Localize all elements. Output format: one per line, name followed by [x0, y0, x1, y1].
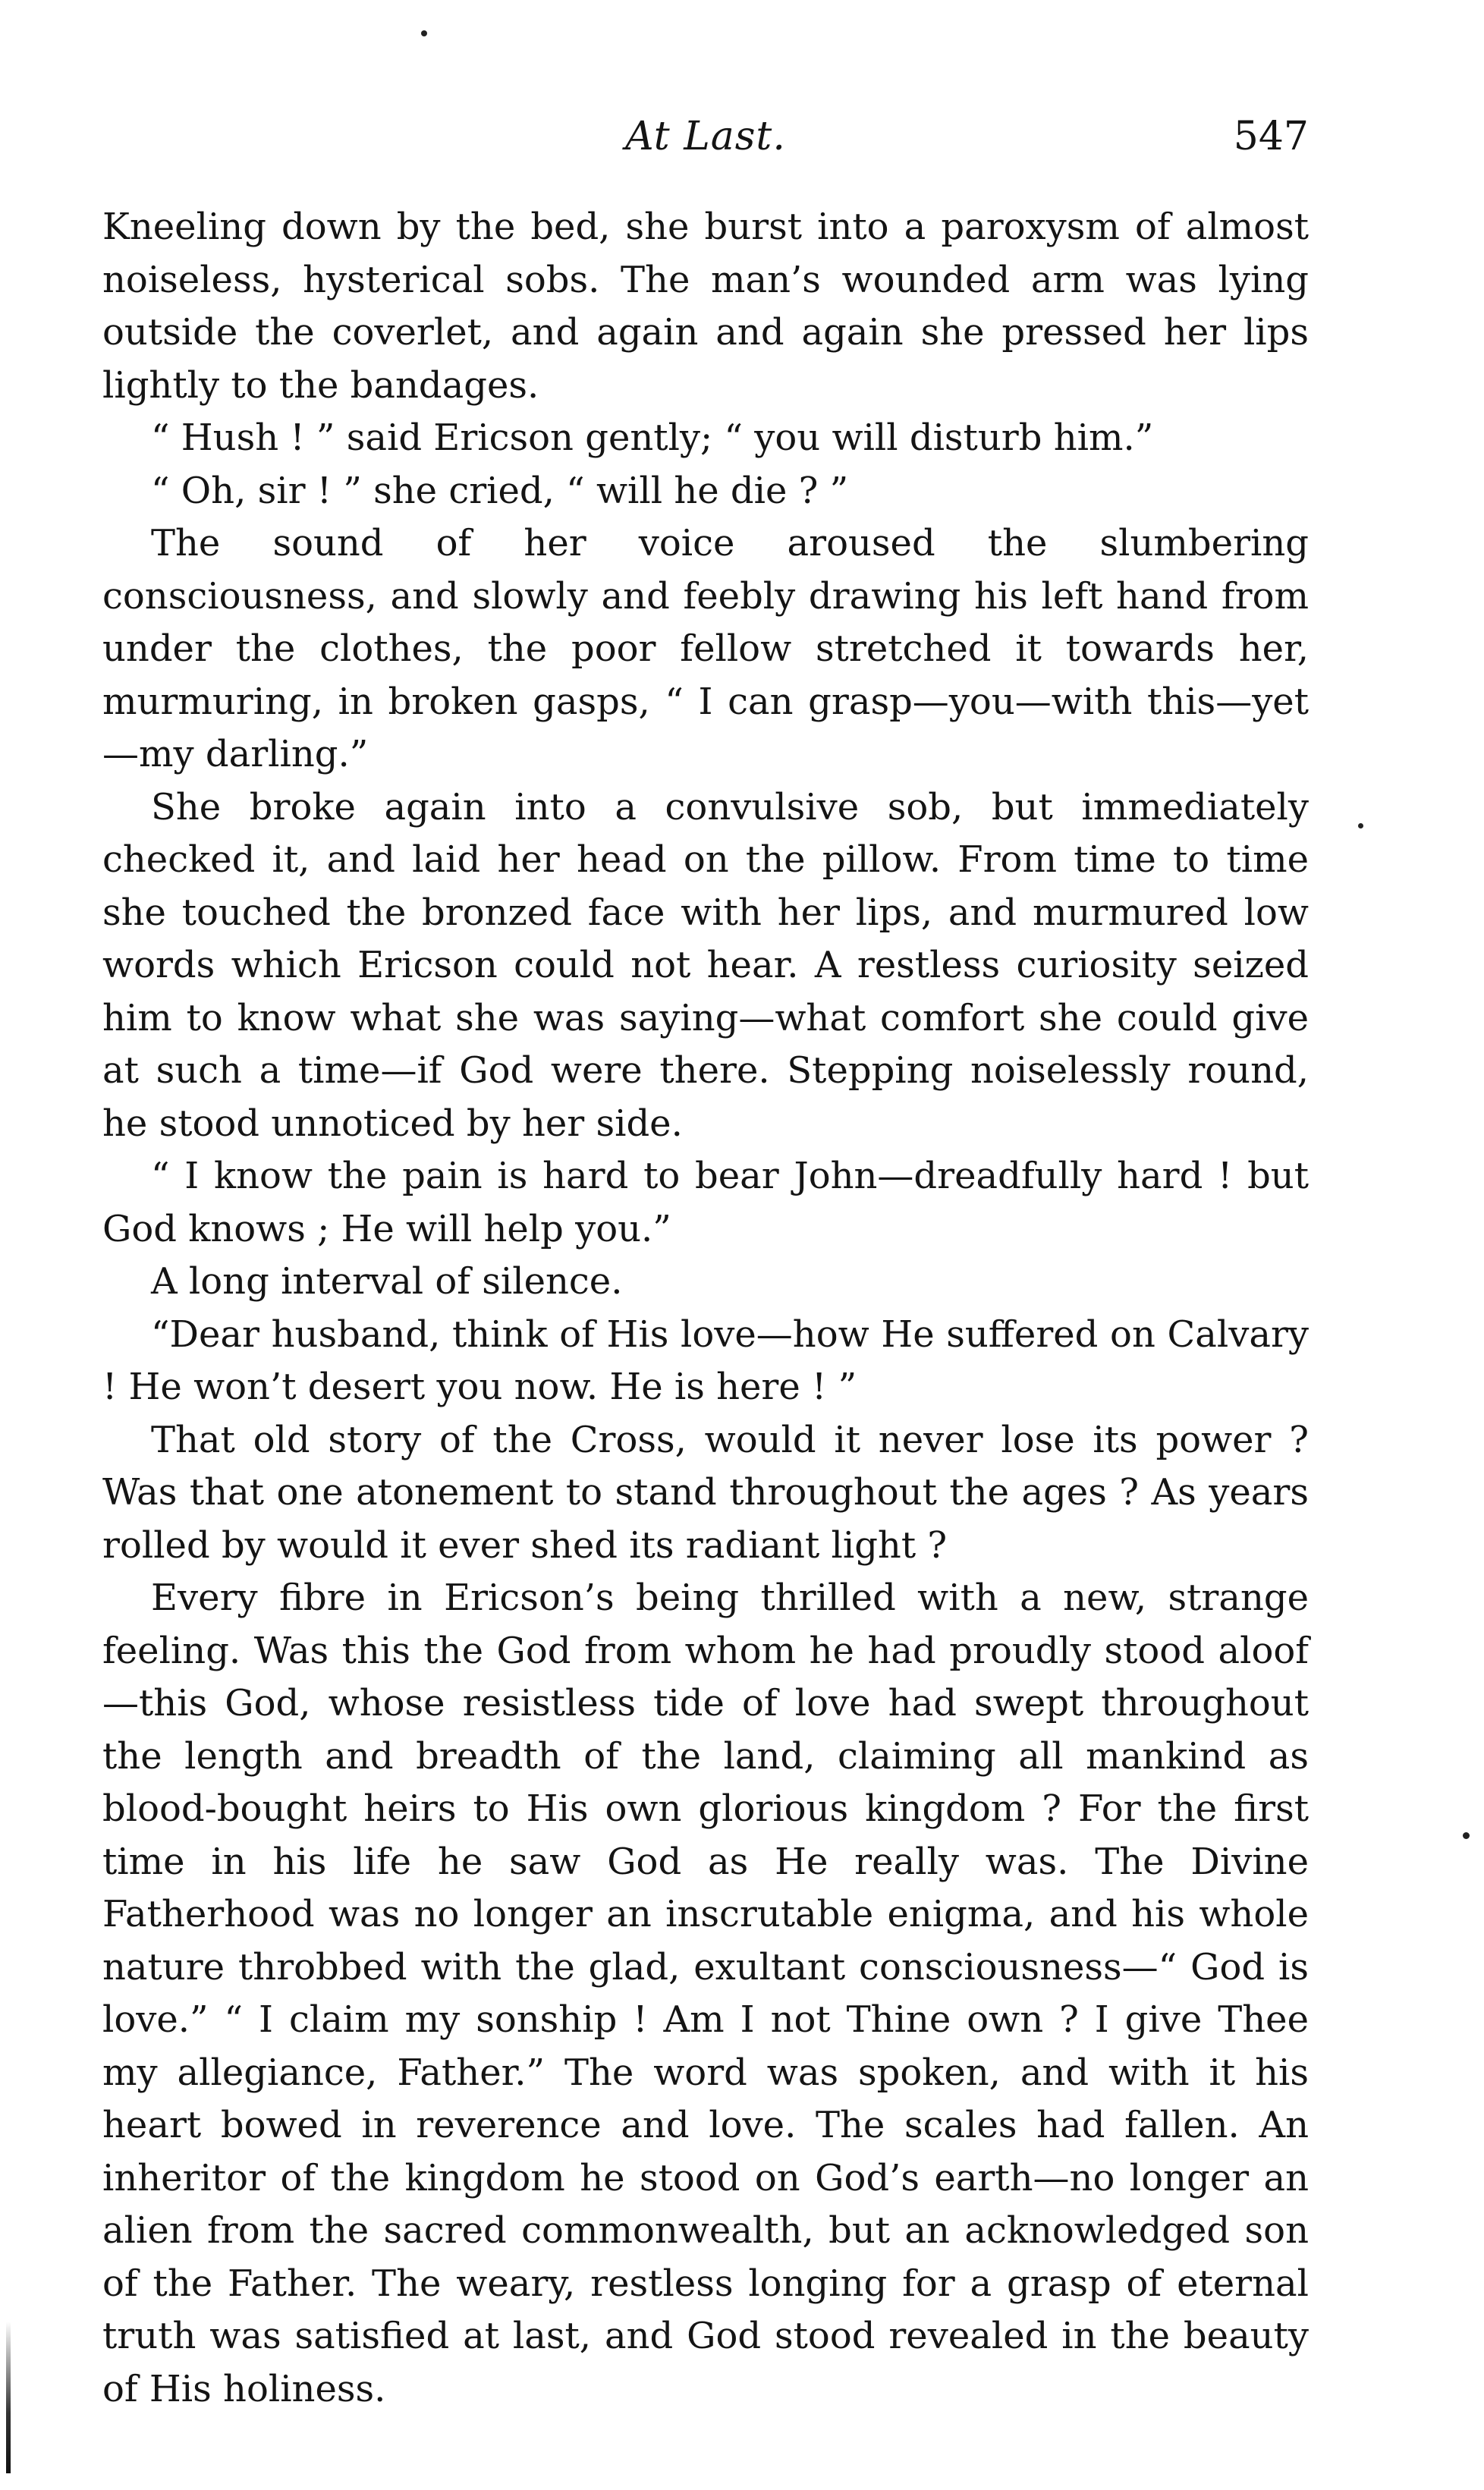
paragraph: “Dear husband, think of His love—how He suffered on Calvary ! He won’t desert you now. He is here ! ” — [102, 1313, 1309, 1408]
running-title: At Last. — [625, 114, 786, 159]
page-number: 547 — [1233, 114, 1309, 159]
paragraph: “ Oh, sir ! ” she cried, “ will he die ? ” — [151, 469, 849, 512]
page-header — [102, 114, 1309, 174]
paragraph: She broke again into a convulsive sob, but immediately checked it, and laid her head on the pillow. From time to time she touched the bronzed face with her lips, and murmured low words which Ericson could not hear. A restless curiosity seized him to know what she was saying—what comfort she could give at such a time—if God were there. Stepping noiselessly round, he stood unnoticed by her side. — [102, 785, 1309, 1145]
paragraph: That old story of the Cross, would it never lose its power ? Was that one atonement to stand throughout the ages ? As years rolled by would it ever shed its radiant light ? — [102, 1418, 1309, 1567]
paragraph: A long interval of silence. — [151, 1260, 623, 1303]
body-text — [102, 201, 1309, 2416]
paragraph: The sound of her voice aroused the slumbering consciousness, and slowly and feebly drawing his left hand from under the clothes, the poor fellow stretched it towards her, murmuring, in broken gasps, “ I can grasp—you—with this—yet—my darling.” — [102, 522, 1309, 775]
ink-speck — [1358, 823, 1363, 828]
paragraph: “ Hush ! ” said Ericson gently; “ you will disturb him.” — [151, 417, 1154, 459]
ink-speck — [1463, 1832, 1470, 1839]
binding-edge-mark — [6, 2322, 11, 2473]
paragraph: Every fibre in Ericson’s being thrilled with a new, strange feeling. Was this the God from whom he had proudly stood aloof—this God, whose resistless tide of love had swept throughout the length and breadth of the land, claiming all mankind as blood-bought heirs to His own glorious kingdom ? For the first time in his life he saw God as He really was. The Divine Fatherhood was no longer an inscrutable enigma, and his whole nature throbbed with the glad, exultant consciousness—“ God is love.” “ I claim my sonship ! Am I not Thine own ? I give Thee my allegiance, Father.” The word was spoken, and with it his heart bowed in reverence and love. The scales had fallen. An inheritor of the kingdom he stood on God’s earth—no longer an alien from the sacred commonwealth, but an acknowledged son of the Father. The weary, restless longing for a grasp of eternal truth was satisfied at last, and God stood revealed in the beauty of His holiness. — [102, 1577, 1309, 2410]
paragraph: Kneeling down by the bed, she burst into a paroxysm of almost noiseless, hysterical sobs. The man’s wounded arm was lying outside the coverlet, and again and again she pressed her lips lightly to the bandages. — [102, 206, 1309, 407]
paragraph: “ I know the pain is hard to bear John—dreadfully hard ! but God knows ; He will help you.” — [102, 1155, 1309, 1250]
ink-speck — [421, 30, 427, 36]
